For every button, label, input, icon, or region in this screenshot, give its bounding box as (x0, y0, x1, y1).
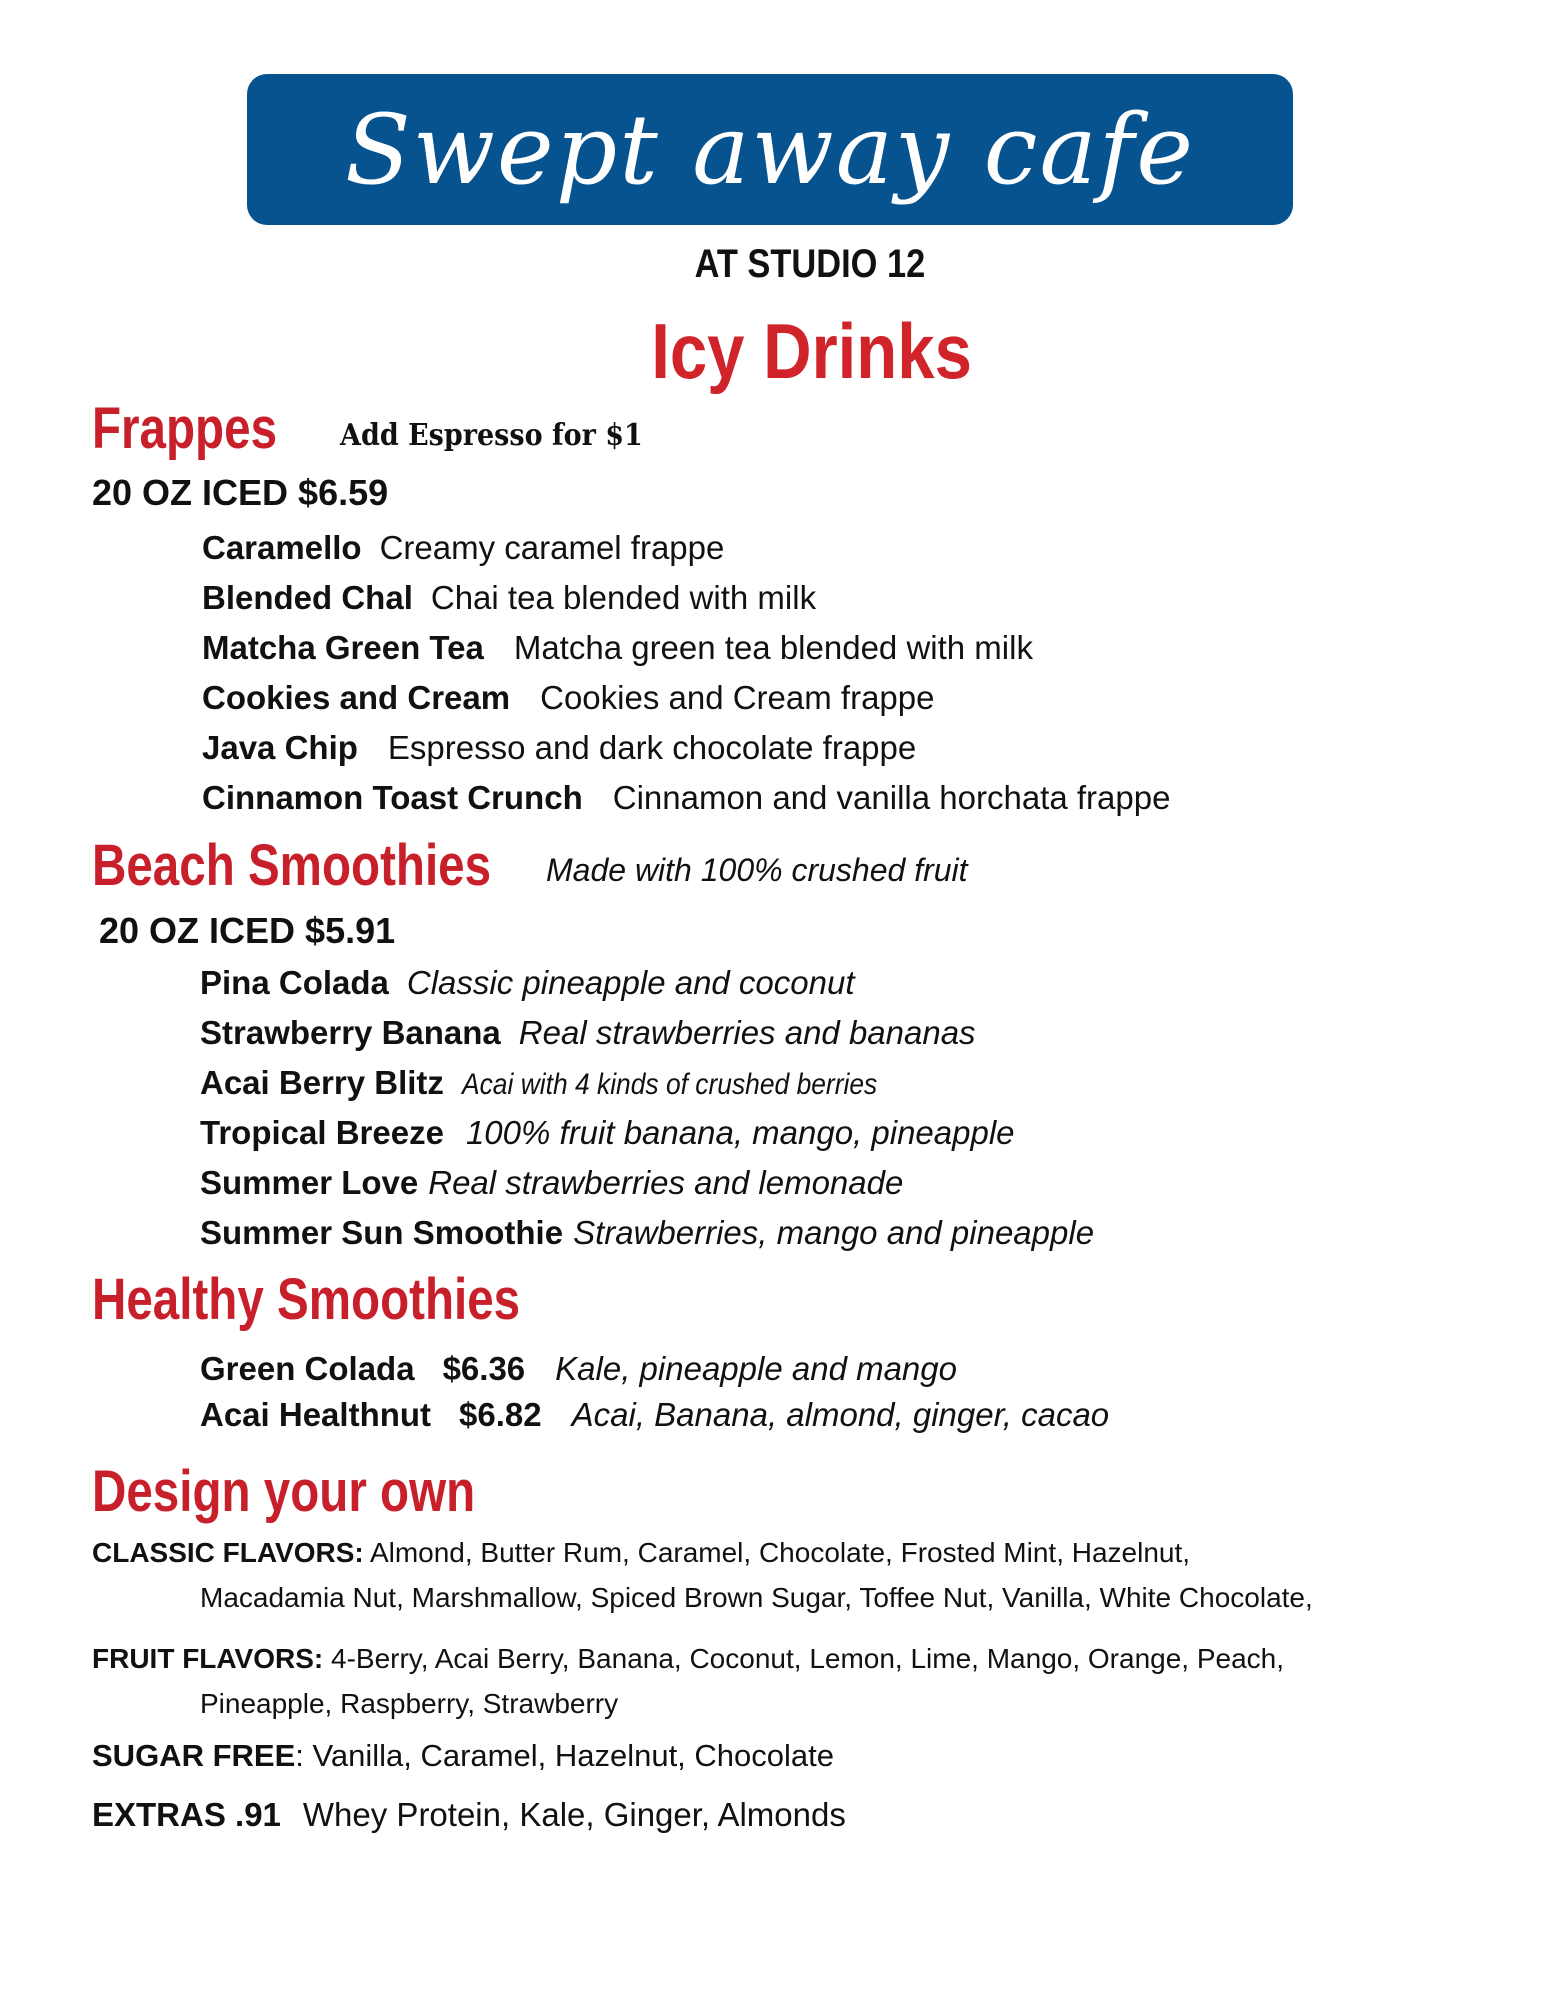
fruit-flavors-line1: 4-Berry, Acai Berry, Banana, Coconut, Lemon, Lime, Mango, Orange, Peach, (331, 1643, 1285, 1674)
item-desc: Chai tea blended with milk (430, 579, 817, 616)
item-name: Summer Love (200, 1164, 419, 1201)
item-name: Green Colada (200, 1350, 415, 1387)
menu-item (200, 1164, 903, 1202)
fruit-flavors-line2: Pineapple, Raspberry, Strawberry (200, 1688, 619, 1719)
item-name: Caramello (202, 529, 362, 566)
brand-banner (247, 74, 1293, 225)
fruit-flavors (92, 1636, 1284, 1726)
item-name: Summer Sun Smoothie (200, 1214, 564, 1251)
item-name: Pina Colada (200, 964, 389, 1001)
item-desc: Kale, pineapple and mango (555, 1350, 957, 1387)
item-name: Strawberry Banana (200, 1014, 501, 1051)
page-title: Icy Drinks (651, 307, 972, 395)
extras-value: Whey Protein, Kale, Ginger, Almonds (302, 1796, 846, 1833)
menu-item (200, 1396, 1109, 1434)
sugar-free-value: : Vanilla, Caramel, Hazelnut, Chocolate (295, 1738, 834, 1773)
item-desc: 100% fruit banana, mango, pineapple (465, 1114, 1015, 1151)
beach-smoothies-heading: Beach Smoothies (92, 833, 492, 898)
classic-flavors-line2: Macadamia Nut, Marshmallow, Spiced Brown Sugar, Toffee Nut, Vanilla, White Chocolate, (200, 1582, 1313, 1613)
item-price: $6.36 (442, 1350, 526, 1387)
item-desc: Strawberries, mango and pineapple (573, 1214, 1095, 1251)
item-desc: Acai, Banana, almond, ginger, cacao (571, 1396, 1110, 1433)
menu-item (202, 679, 934, 717)
classic-flavors-label: CLASSIC FLAVORS: (92, 1537, 364, 1568)
item-name: Cookies and Cream (202, 679, 511, 716)
item-name: Acai Berry Blitz (200, 1064, 444, 1101)
item-desc: Acai with 4 kinds of crushed berries (461, 1068, 878, 1101)
item-name: Cinnamon Toast Crunch (202, 779, 583, 816)
item-desc: Matcha green tea blended with milk (513, 629, 1033, 666)
item-desc: Cookies and Cream frappe (540, 679, 935, 716)
menu-item (200, 1064, 934, 1102)
design-your-own-heading: Design your own (92, 1459, 476, 1524)
extras (92, 1796, 846, 1834)
fruit-flavors-label: FRUIT FLAVORS: (92, 1643, 324, 1674)
menu-item (200, 964, 855, 1002)
frappes-heading: Frappes (92, 396, 278, 461)
location-subtitle: AT STUDIO 12 (694, 242, 926, 286)
sugar-free (92, 1738, 834, 1774)
item-name: Tropical Breeze (200, 1114, 444, 1151)
beach-smoothies-note: Made with 100% crushed fruit (546, 852, 968, 888)
menu-item (202, 729, 916, 767)
item-price: $6.82 (459, 1396, 542, 1433)
item-name: Java Chip (202, 729, 358, 766)
item-desc: Espresso and dark chocolate frappe (387, 729, 917, 766)
classic-flavors-line1: Almond, Butter Rum, Caramel, Chocolate, Frosted Mint, Hazelnut, (369, 1537, 1191, 1568)
item-desc: Real strawberries and bananas (518, 1014, 976, 1051)
menu-item (200, 1014, 976, 1052)
item-name: Blended Chal (202, 579, 413, 616)
frappes-size-price: 20 OZ ICED $6.59 (92, 472, 389, 513)
menu-item (200, 1214, 1094, 1252)
classic-flavors (92, 1530, 1313, 1620)
menu-item (202, 779, 1170, 817)
frappes-note: Add Espresso for $1 (340, 418, 643, 453)
item-desc: Creamy caramel frappe (379, 529, 725, 566)
item-desc: Classic pineapple and coconut (406, 964, 855, 1001)
menu-item (202, 579, 816, 617)
brand-name: Swept away cafe (344, 93, 1196, 206)
menu-item (200, 1114, 1015, 1152)
menu-item (200, 1350, 957, 1388)
item-desc: Real strawberries and lemonade (428, 1164, 904, 1201)
menu-item (202, 529, 724, 567)
menu-item (202, 629, 1033, 667)
extras-label: EXTRAS .91 (92, 1796, 281, 1833)
item-desc: Cinnamon and vanilla horchata frappe (612, 779, 1171, 816)
item-name: Matcha Green Tea (202, 629, 484, 666)
beach-smoothies-size-price: 20 OZ ICED $5.91 (99, 910, 396, 951)
sugar-free-label: SUGAR FREE (92, 1738, 296, 1773)
healthy-smoothies-heading: Healthy Smoothies (92, 1267, 521, 1332)
item-name: Acai Healthnut (200, 1396, 432, 1433)
